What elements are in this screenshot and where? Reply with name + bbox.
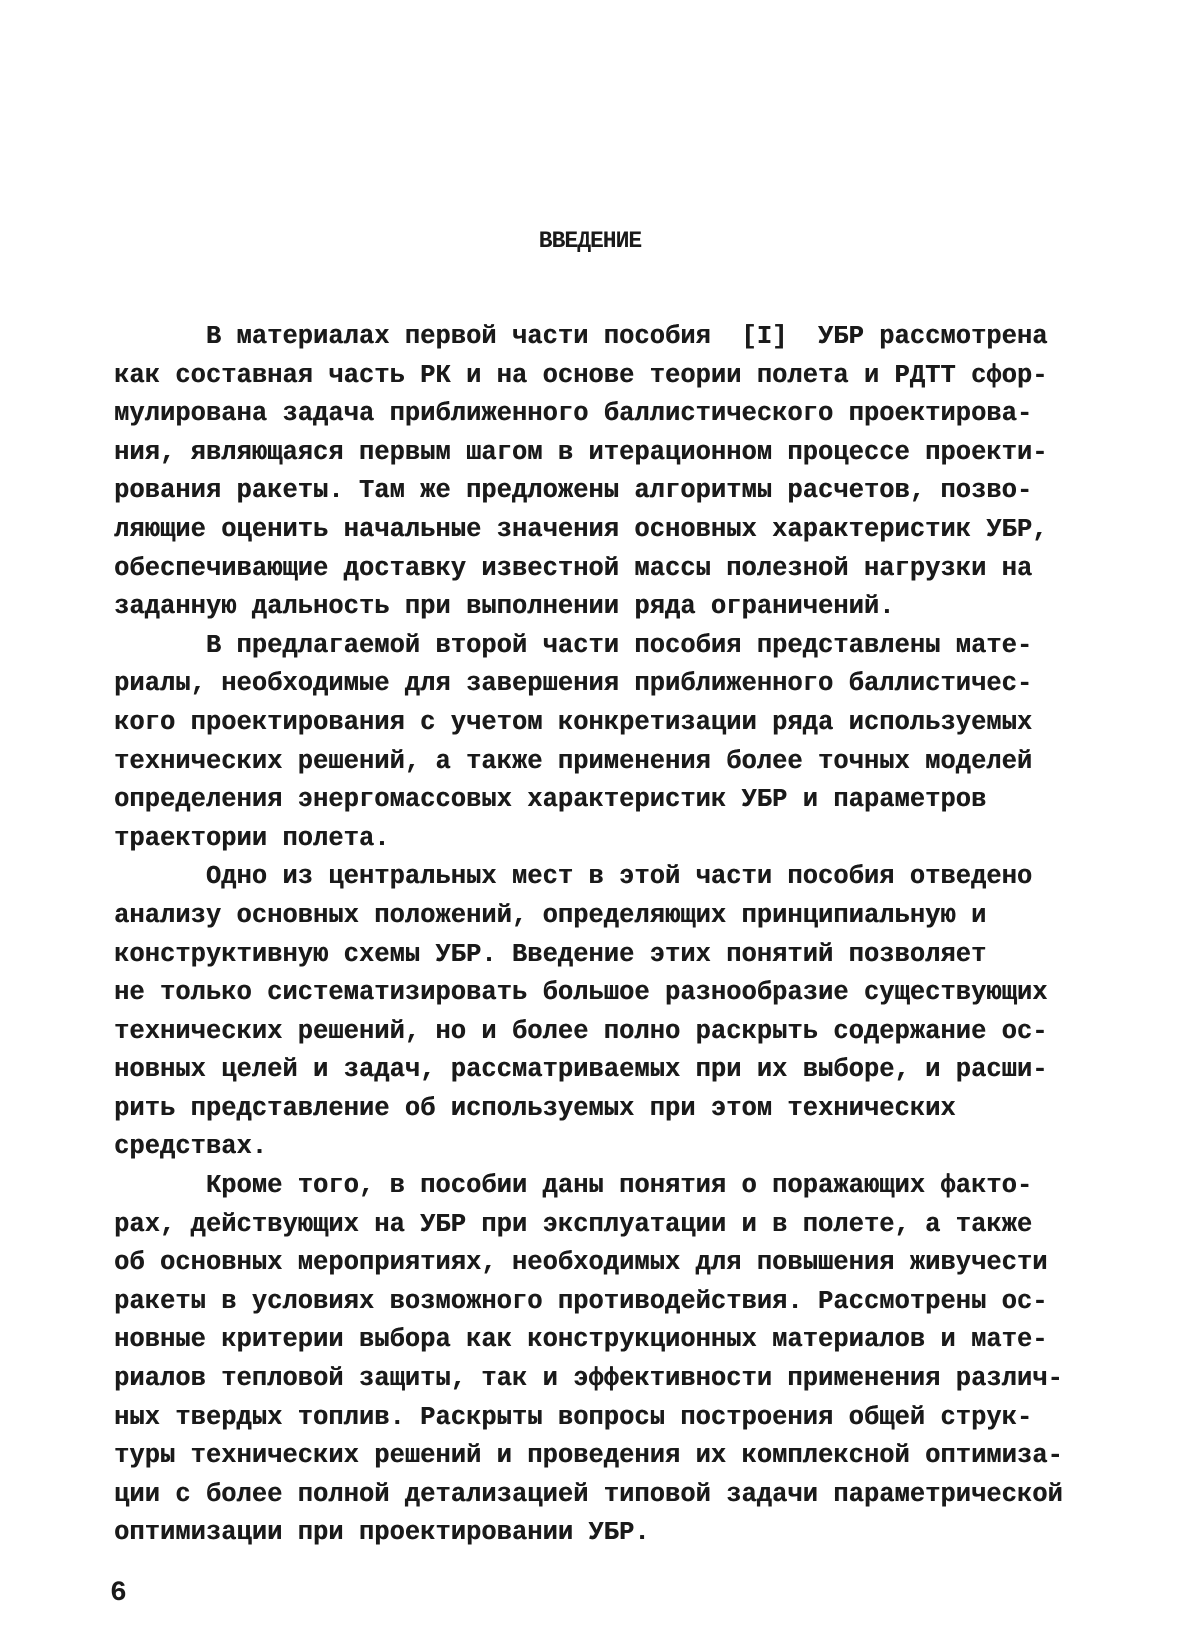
text-line: новных целей и задач, рассматриваемых при их выборе, и расши- [114,1055,1048,1085]
text-line: рить представление об используемых при этом технических [114,1093,956,1123]
text-line: ляющие оценить начальные значения основных характеристик УБР, [114,514,1048,544]
text-line: определения энергомассовых характеристик УБР и параметров [114,785,987,815]
text-line: В материалах первой части пособия [I] УБР рассмотрена [114,322,1048,351]
text-line: ракеты в условиях возможного противодействия. Рассмотрены ос- [114,1286,1048,1316]
text-line: заданную дальность при выполнении ряда ограничений. [114,592,895,622]
text-line: мулирована задача приближенного баллистического проектирова- [114,399,1033,429]
text-line: ции с более полной детализацией типовой задачи параметрической [114,1479,1063,1509]
text-line: туры технических решений и проведения их комплексной оптимиза- [114,1441,1063,1471]
text-line: обеспечивающие доставку известной массы полезной нагрузки на [114,553,1033,583]
text-line: технических решений, а также применения более точных моделей [114,746,1033,776]
text-line: ных твердых топлив. Раскрыты вопросы построения общей струк- [114,1402,1033,1432]
text-line: не только систематизировать большое разнообразие существующих [114,978,1048,1008]
text-line: рах, действующих на УБР при эксплуатации и в полете, а также [114,1209,1033,1239]
text-line: технических решений, но и более полно раскрыть содержание ос- [114,1016,1048,1046]
text-line: новные критерии выбора как конструкционных материалов и мате- [114,1325,1048,1355]
text-line: рования ракеты. Там же предложены алгоритмы расчетов, позво- [114,476,1033,506]
text-line: Кроме того, в пособии даны понятия о поражающих факто- [114,1171,1033,1201]
page-number: 6 [110,1578,127,1609]
section-heading: ВВЕДЕНИЕ [538,228,642,254]
text-line: средствах. [114,1132,268,1162]
text-line: оптимизации при проектировании УБР. [114,1518,650,1548]
text-line: кого проектирования с учетом конкретизации ряда используемых [114,707,1033,737]
text-line: Одно из центральных мест в этой части пособия отведено [114,862,1033,892]
text-line: анализу основных положений, определяющих принципиальную и [114,900,987,930]
text-line: траектории полета. [114,823,390,853]
text-line: В предлагаемой второй части пособия представлены мате- [114,630,1033,660]
text-line: риалы, необходимые для завершения приближенного баллистичес- [114,669,1033,699]
text-line: как составная часть РК и на основе теории полета и РДТТ сфор- [114,360,1048,390]
text-line: конструктивную схемы УБР. Введение этих понятий позволяет [114,939,987,969]
text-line: риалов тепловой защиты, так и эффективности применения различ- [114,1364,1063,1394]
text-line: об основных мероприятиях, необходимых для повышения живучести [114,1248,1048,1278]
body-text [114,318,1114,1553]
text-line: ния, являющаяся первым шагом в итерационном процессе проекти- [114,437,1048,467]
